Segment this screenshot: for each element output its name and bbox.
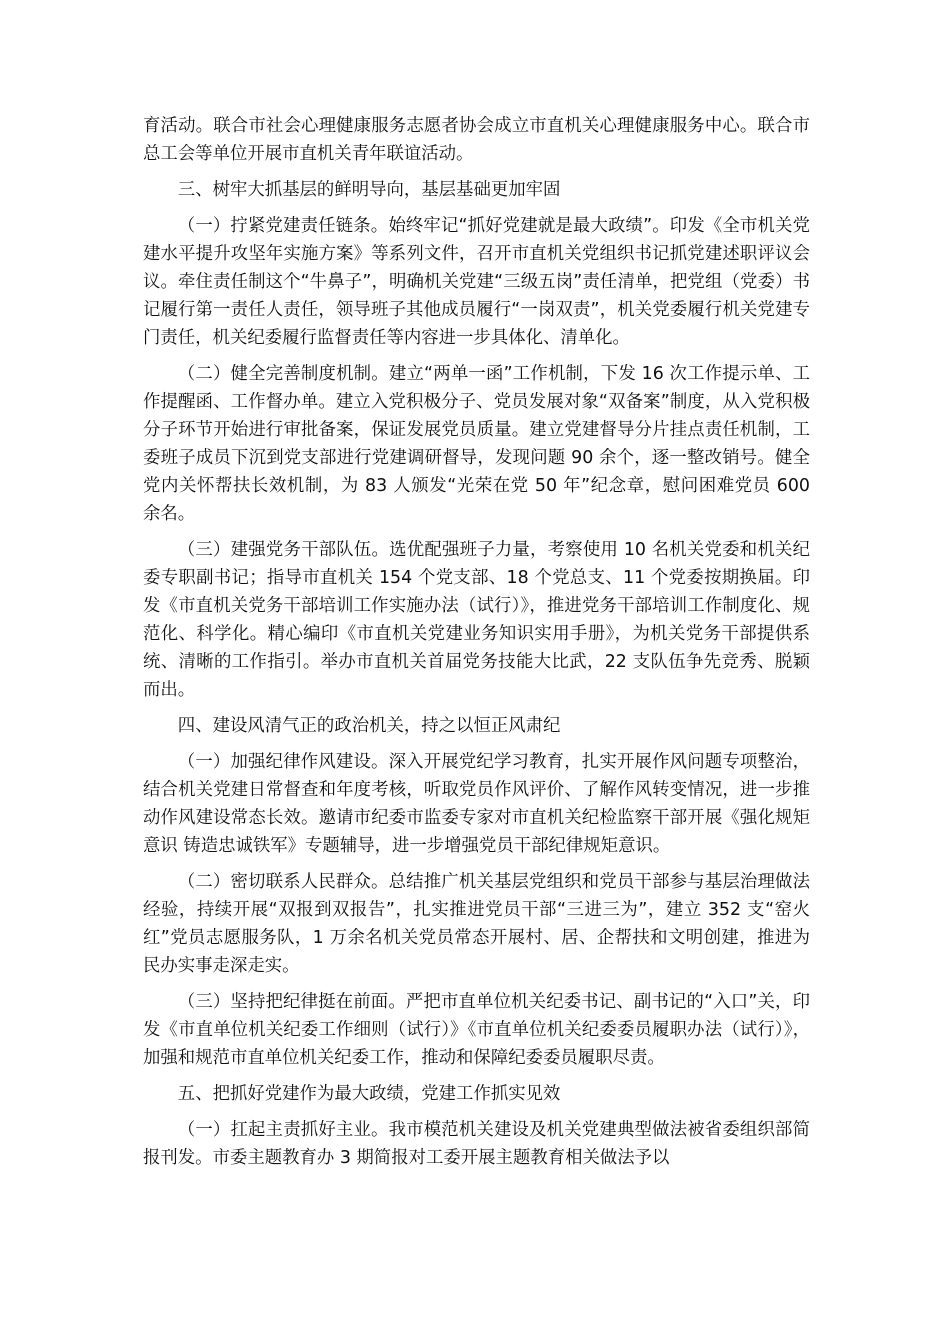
section-heading-5: 五、把抓好党建作为最大政绩，党建工作抓实见效 (177, 1084, 561, 1104)
paragraph-5-1: （一）扛起主责抓好主业。我市模范机关建设及机关党建典型做法被省委组织部简报刊发。市委主题教育办 3 期简报对工委开展主题教育相关做法予以 (143, 1120, 810, 1168)
paragraph-3-3: （三）建强党务干部队伍。选优配强班子力量，考察使用 10 名机关党委和机关纪委专职副书记；指导市直机关 154 个党支部、18 个党总支、11 个党委按期换届。印发《市直机关党务干部培训工作实施办法（试行）》，推进党务干部培训工作制度化、规范化、科学化。精心编印《市直机关党建业务知识实用手册》，为机关党务干部提供系统、清晰的工作指引。举办市直机关首届党务技能大比武，22 支队伍争先竞秀、脱颖而出。 (143, 540, 810, 700)
section-heading-3: 三、树牢大抓基层的鲜明导向，基层基础更加牢固 (177, 180, 561, 200)
paragraph-continuation: 育活动。联合市社会心理健康服务志愿者协会成立市直机关心理健康服务中心。联合市总工会等单位开展市直机关青年联谊活动。 (143, 116, 810, 164)
paragraph-3-1: （一）拧紧党建责任链条。始终牢记“抓好党建就是最大政绩”。印发《全市机关党建水平提升攻坚年实施方案》等系列文件，召开市直机关党组织书记抓党建述职评议会议。牵住责任制这个“牛鼻子”，明确机关党建“三级五岗”责任清单，把党组（党委）书记履行第一责任人责任，领导班子其他成员履行“一岗双责”，机关党委履行机关党建专门责任，机关纪委履行监督责任等内容进一步具体化、清单化。 (143, 216, 810, 348)
document-page (143, 112, 810, 1180)
paragraph-4-2: （二）密切联系人民群众。总结推广机关基层党组织和党员干部参与基层治理做法经验，持续开展“双报到双报告”，扎实推进党员干部“三进三为”，建立 352 支“窑火红”党员志愿服务队，1 万余名机关党员常态开展村、居、企帮扶和文明创建，推进为民办实事走深走实。 (143, 872, 810, 976)
section-heading-4: 四、建设风清气正的政治机关，持之以恒正风肃纪 (177, 716, 561, 736)
paragraph-4-1: （一）加强纪律作风建设。深入开展党纪学习教育，扎实开展作风问题专项整治，结合机关党建日常督查和年度考核，听取党员作风评价、了解作风转变情况，进一步推动作风建设常态长效。邀请市纪委市监委专家对市直机关纪检监察干部开展《强化规矩意识 铸造忠诚铁军》专题辅导，进一步增强党员干部纪律规矩意识。 (143, 752, 810, 856)
paragraph-4-3: （三）坚持把纪律挺在前面。严把市直单位机关纪委书记、副书记的“入口”关，印发《市直单位机关纪委工作细则（试行）》《市直单位机关纪委委员履职办法（试行）》，加强和规范市直单位机关纪委工作，推动和保障纪委委员履职尽责。 (143, 992, 810, 1068)
paragraph-3-2: （二）健全完善制度机制。建立“两单一函”工作机制，下发 16 次工作提示单、工作提醒函、工作督办单。建立入党积极分子、党员发展对象“双备案”制度，从入党积极分子环节开始进行审批备案，保证发展党员质量。建立党建督导分片挂点责任机制，工委班子成员下沉到党支部进行党建调研督导，发现问题 90 余个，逐一整改销号。健全党内关怀帮扶长效机制，为 83 人颁发“光荣在党 50 年”纪念章，慰问困难党员 600 余名。 (143, 364, 810, 524)
